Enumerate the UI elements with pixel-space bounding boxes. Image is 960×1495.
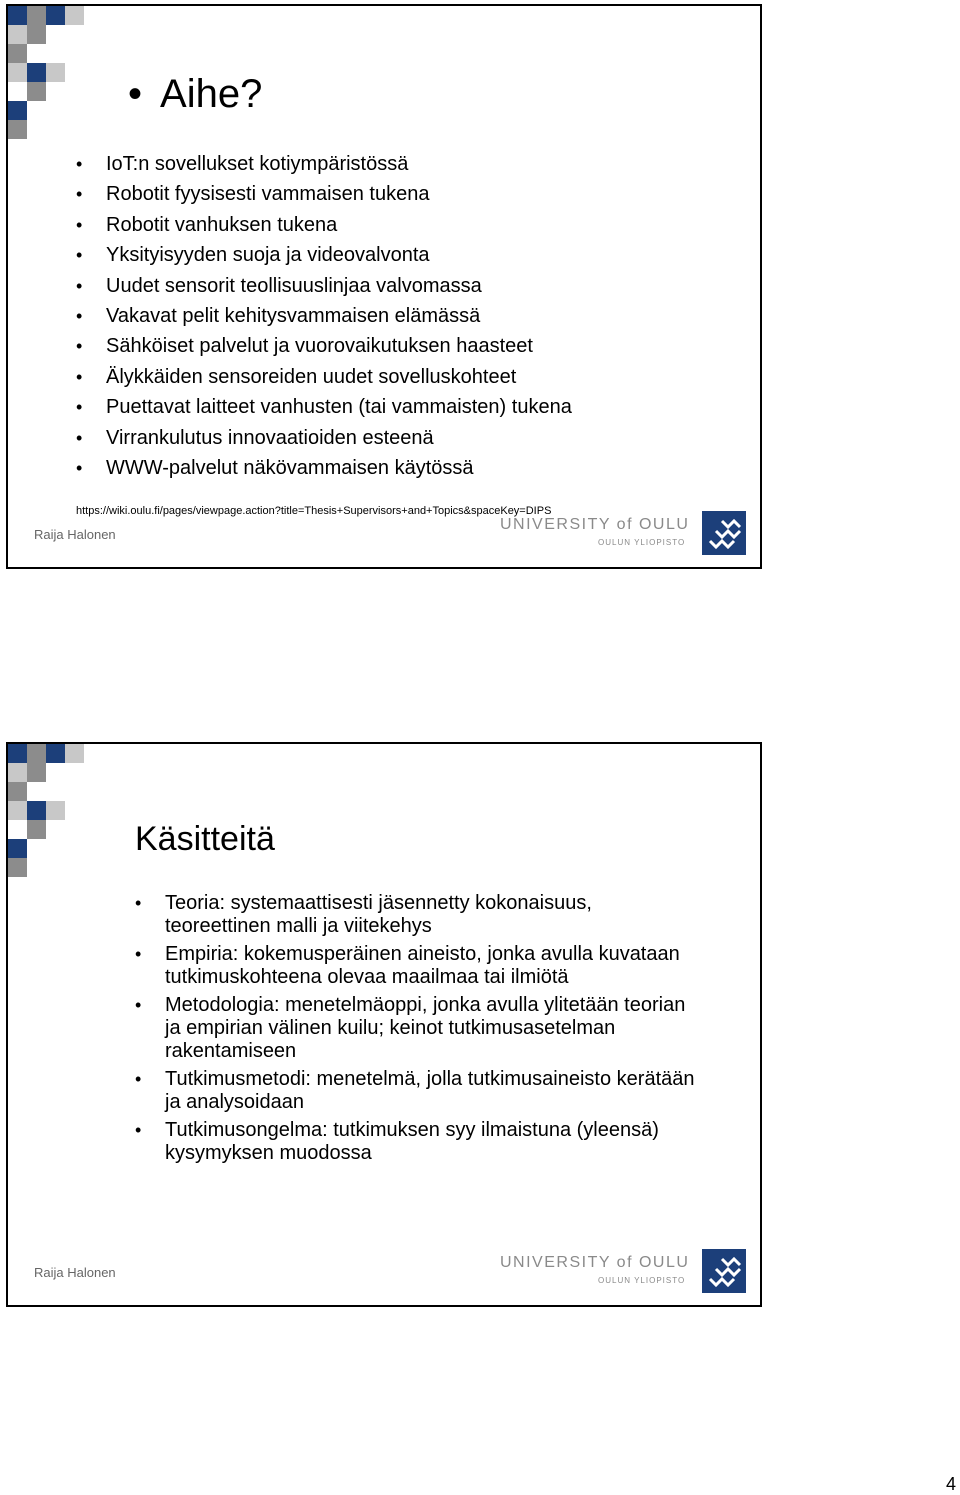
corner-decoration [8, 744, 88, 884]
university-logo [500, 511, 746, 555]
list-item: • Metodologia: menetelmäoppi, jonka avulla ylitetään teorian ja empirian välinen kuilu; keinot tutkimusasetelman rakentamiseen [135, 994, 695, 1063]
list-item: • Uudet sensorit teollisuuslinjaa valvomassa [76, 271, 572, 301]
list-item: • Virrankulutus innovaatioiden esteenä [76, 423, 572, 453]
author-name: Raija Halonen [34, 527, 116, 542]
list-item: • Teoria: systemaattisesti jäsennetty kokonaisuus, teoreettinen malli ja viitekehys [135, 892, 695, 938]
logo-text: UNIVERSITY of OULU [500, 516, 690, 533]
list-item: • Älykkäiden sensoreiden uudet sovelluskohteet [76, 362, 572, 392]
list-item: • Empiria: kokemusperäinen aineisto, jonka avulla kuvataan tutkimuskohteena olevaa maailmaa tai ilmiötä [135, 943, 695, 989]
logo-subtitle: OULUN YLIOPISTO [598, 538, 686, 547]
logo-mark-icon [702, 1249, 746, 1293]
list-item: • Sähköiset palvelut ja vuorovaikutuksen haasteet [76, 331, 572, 361]
slide-title: • Aihe? [128, 72, 263, 116]
page-number: 4 [945, 1474, 956, 1494]
source-url: https://wiki.oulu.fi/pages/viewpage.action?title=Thesis+Supervisors+and+Topics&spaceKey=DIPS [76, 505, 552, 517]
list-item: • WWW-palvelut näkövammaisen käytössä [76, 453, 572, 483]
concept-list [135, 892, 695, 1170]
list-item: • Puettavat laitteet vanhusten (tai vammaisten) tukena [76, 392, 572, 422]
university-logo [500, 1249, 746, 1293]
list-item: • Tutkimusmetodi: menetelmä, jolla tutkimusaineisto kerätään ja analysoidaan [135, 1068, 695, 1114]
author-name: Raija Halonen [34, 1265, 116, 1280]
slide-title: Käsitteitä [135, 820, 275, 858]
list-item: • Yksityisyyden suoja ja videovalvonta [76, 240, 572, 270]
topic-list [76, 149, 572, 483]
slide-1 [6, 4, 762, 569]
list-item: • Tutkimusongelma: tutkimuksen syy ilmaistuna (yleensä) kysymyksen muodossa [135, 1119, 695, 1165]
logo-mark-icon [702, 511, 746, 555]
list-item: • Robotit fyysisesti vammaisen tukena [76, 179, 572, 209]
list-item: • IoT:n sovellukset kotiympäristössä [76, 149, 572, 179]
corner-decoration [8, 6, 88, 146]
list-item: • Robotit vanhuksen tukena [76, 210, 572, 240]
list-item: • Vakavat pelit kehitysvammaisen elämässä [76, 301, 572, 331]
logo-text: UNIVERSITY of OULU [500, 1254, 690, 1271]
logo-subtitle: OULUN YLIOPISTO [598, 1276, 686, 1285]
slide-2 [6, 742, 762, 1307]
